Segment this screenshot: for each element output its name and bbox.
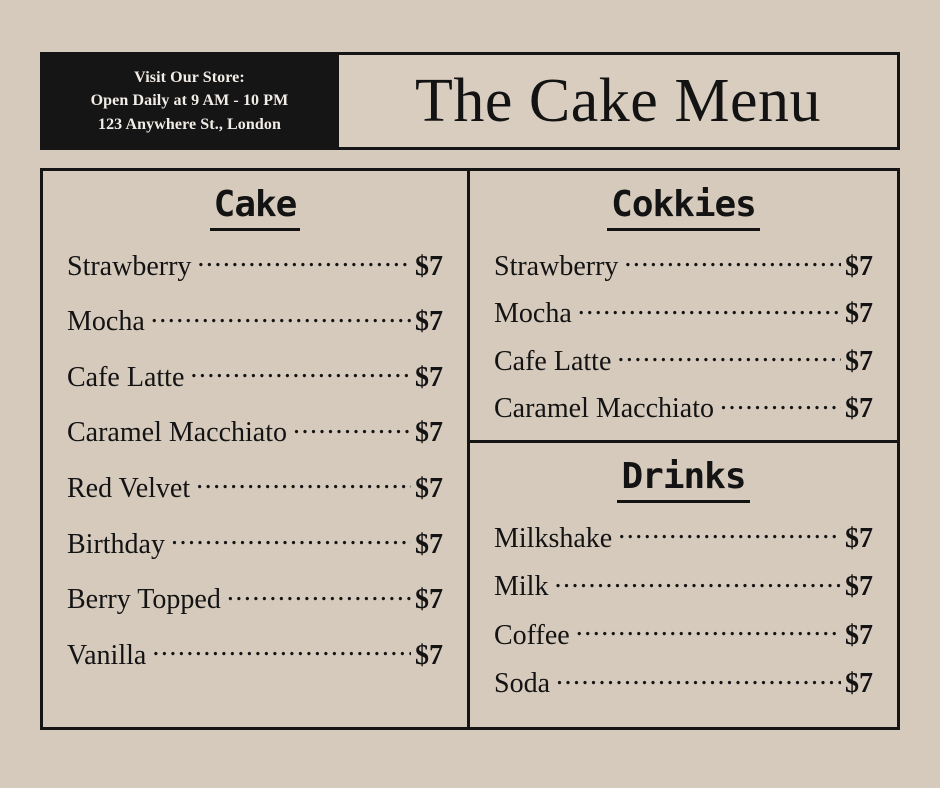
item-name: Milk xyxy=(494,571,549,603)
cookies-item-list xyxy=(494,247,873,426)
item-price: $7 xyxy=(415,528,443,560)
section-heading-cake-text: Cake xyxy=(210,185,301,231)
list-item xyxy=(494,567,873,604)
item-price: $7 xyxy=(415,306,443,338)
list-item xyxy=(494,247,873,284)
item-price: $7 xyxy=(845,298,873,330)
dot-leader xyxy=(578,294,841,322)
dot-leader xyxy=(190,358,411,386)
section-heading-cookies xyxy=(494,185,873,231)
dot-leader xyxy=(196,469,411,497)
menu-body xyxy=(40,168,900,730)
store-info-line-1: Visit Our Store: xyxy=(134,68,245,86)
item-name: Milkshake xyxy=(494,522,613,554)
section-heading-cake xyxy=(67,185,443,231)
item-price: $7 xyxy=(415,639,443,671)
item-name: Birthday xyxy=(67,528,165,560)
item-name: Caramel Macchiato xyxy=(67,417,288,449)
list-item xyxy=(494,342,873,379)
dot-leader xyxy=(151,302,411,330)
item-name: Mocha xyxy=(67,306,145,338)
drinks-item-list xyxy=(494,519,873,701)
item-price: $7 xyxy=(415,361,443,393)
list-item xyxy=(67,469,443,506)
item-price: $7 xyxy=(845,668,873,700)
dot-leader xyxy=(618,519,841,547)
dot-leader xyxy=(617,342,841,370)
list-item xyxy=(494,389,873,426)
item-price: $7 xyxy=(415,417,443,449)
section-cookies xyxy=(470,171,897,443)
item-price: $7 xyxy=(845,522,873,554)
dot-leader xyxy=(152,636,411,664)
dot-leader xyxy=(624,247,841,275)
item-name: Strawberry xyxy=(494,250,619,282)
section-heading-drinks xyxy=(494,457,873,503)
list-item xyxy=(67,302,443,339)
item-price: $7 xyxy=(845,619,873,651)
store-info-line-3: 123 Anywhere St., London xyxy=(97,115,282,133)
item-name: Cafe Latte xyxy=(494,345,612,377)
store-info-block xyxy=(43,55,336,147)
list-item xyxy=(67,358,443,395)
dot-leader xyxy=(227,580,411,608)
item-price: $7 xyxy=(845,345,873,377)
dot-leader xyxy=(171,525,411,553)
section-drinks xyxy=(470,443,897,727)
item-name: Berry Topped xyxy=(67,584,221,616)
dot-leader xyxy=(720,389,841,417)
list-item xyxy=(67,247,443,284)
dot-leader xyxy=(197,247,411,275)
item-name: Mocha xyxy=(494,298,572,330)
item-price: $7 xyxy=(845,393,873,425)
item-price: $7 xyxy=(845,571,873,603)
item-name: Cafe Latte xyxy=(67,361,185,393)
page-title: The Cake Menu xyxy=(415,67,821,135)
item-name: Vanilla xyxy=(67,639,147,671)
dot-leader xyxy=(554,567,841,595)
section-cake xyxy=(43,171,470,727)
title-box xyxy=(336,55,897,147)
section-heading-drinks-text: Drinks xyxy=(617,457,749,503)
item-name: Coffee xyxy=(494,619,570,651)
poster-header xyxy=(40,52,900,150)
item-name: Red Velvet xyxy=(67,472,191,504)
dot-leader xyxy=(293,413,411,441)
item-name: Strawberry xyxy=(67,250,192,282)
item-price: $7 xyxy=(845,250,873,282)
item-price: $7 xyxy=(415,472,443,504)
item-name: Caramel Macchiato xyxy=(494,393,715,425)
list-item xyxy=(494,294,873,331)
section-heading-cookies-text: Cokkies xyxy=(607,185,760,231)
list-item xyxy=(494,616,873,653)
item-price: $7 xyxy=(415,584,443,616)
list-item xyxy=(67,413,443,450)
cake-item-list xyxy=(67,247,443,673)
list-item xyxy=(494,519,873,556)
item-price: $7 xyxy=(415,250,443,282)
dot-leader xyxy=(576,616,841,644)
dot-leader xyxy=(556,664,841,692)
item-name: Soda xyxy=(494,668,550,700)
store-info-line-2: Open Daily at 9 AM - 10 PM xyxy=(90,92,289,110)
right-column xyxy=(470,171,897,727)
list-item xyxy=(494,664,873,701)
list-item xyxy=(67,525,443,562)
list-item xyxy=(67,580,443,617)
list-item xyxy=(67,636,443,673)
